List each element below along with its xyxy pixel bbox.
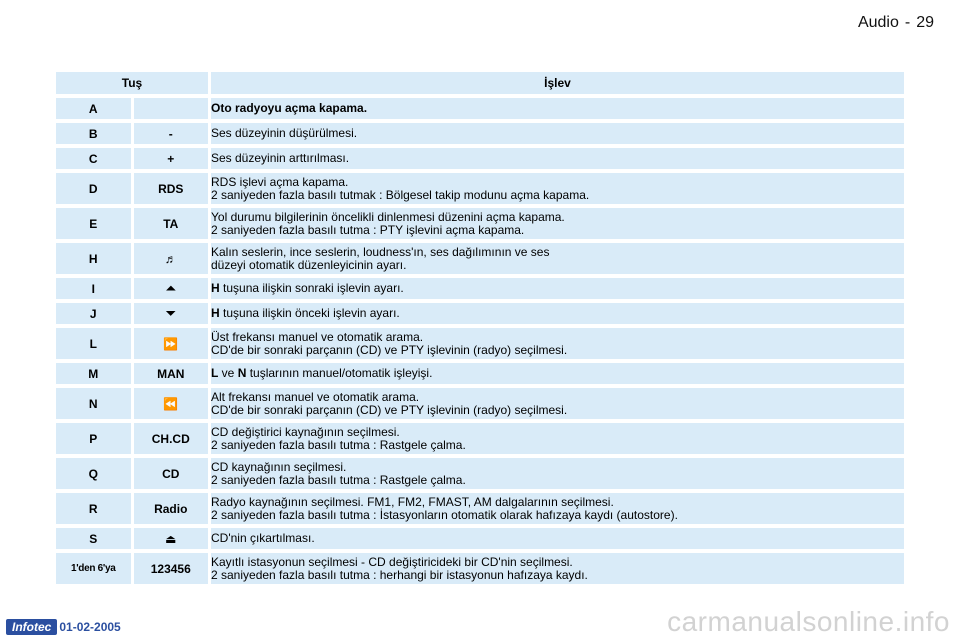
row-code: R [56, 493, 134, 524]
function-line [211, 224, 904, 237]
function-line [211, 367, 904, 380]
function-text: 2 saniyeden fazla basılı tutma : Rastgele çalma. [211, 472, 466, 487]
function-text: RDS işlevi açma kapama. [211, 174, 349, 189]
column-header-key: Tuş [56, 72, 211, 94]
table-row [56, 278, 904, 299]
function-text: Ses düzeyinin arttırılması. [211, 151, 350, 165]
table-row [56, 363, 904, 384]
row-code: I [56, 278, 134, 299]
function-text: 2 saniyeden fazla basılı tutma : PTY işlevini açma kapama. [211, 222, 525, 237]
row-code: S [56, 528, 134, 549]
function-text: 2 saniyeden fazla basılı tutma : herhangi bir istasyonun hafızaya kaydı. [211, 567, 588, 582]
function-line [211, 127, 904, 140]
table-row [56, 148, 904, 169]
brand-logo: Infotec [6, 619, 57, 635]
row-function [211, 458, 904, 489]
row-function [211, 528, 904, 549]
table-row [56, 388, 904, 419]
table-row [56, 493, 904, 524]
watermark: carmanualsonline.info [667, 606, 950, 637]
row-code: 1'den 6'ya [56, 553, 134, 584]
row-code: E [56, 208, 134, 239]
function-text: Ses düzeyinin düşürülmesi. [211, 126, 358, 140]
table-row [56, 328, 904, 359]
key-reference: H [211, 281, 220, 295]
table-row [56, 553, 904, 584]
key-reference: N [237, 366, 247, 380]
function-line [211, 439, 904, 452]
function-text: düzeyi otomatik düzenleyicinin ayarı. [211, 257, 407, 272]
row-code: D [56, 173, 134, 204]
table-row [56, 423, 904, 454]
row-key: + [134, 148, 212, 169]
key-reference: L [211, 366, 219, 380]
table-row [56, 208, 904, 239]
row-key: ⏶ [134, 278, 212, 299]
row-code: Q [56, 458, 134, 489]
function-text: CD'de bir sonraki parçanın (CD) ve PTY işlevinin (radyo) seçilmesi. [211, 402, 568, 417]
function-text: CD'nin çıkartılması. [211, 531, 315, 545]
row-function [211, 123, 904, 144]
table-row [56, 528, 904, 549]
key-reference: Oto radyoyu açma kapama. [211, 101, 368, 115]
footer-date: 01-02-2005 [59, 620, 121, 634]
row-key: ⏩ [134, 328, 212, 359]
function-text: Kayıtlı istasyonun seçilmesi - CD değiştiricideki bir CD'nin seçilmesi. [211, 554, 573, 569]
row-key: 123456 [134, 553, 212, 584]
row-key: CH.CD [134, 423, 212, 454]
row-function [211, 423, 904, 454]
row-key: ♬ [134, 243, 212, 274]
row-code: A [56, 98, 134, 119]
function-line [211, 259, 904, 272]
function-text: Üst frekansı manuel ve otomatik arama. [211, 329, 424, 344]
row-function [211, 328, 904, 359]
function-text: CD kaynağının seçilmesi. [211, 459, 347, 474]
table-row [56, 123, 904, 144]
row-key: - [134, 123, 212, 144]
row-key: RDS [134, 173, 212, 204]
page-header [858, 14, 934, 32]
footer [6, 619, 121, 635]
function-text: Kalın seslerin, ince seslerin, loudness'ın, ses dağılımının ve ses [211, 244, 550, 259]
row-function [211, 553, 904, 584]
function-line [211, 102, 904, 115]
function-line [211, 509, 904, 522]
function-line [211, 404, 904, 417]
function-text: CD'de bir sonraki parçanın (CD) ve PTY işlevinin (radyo) seçilmesi. [211, 342, 568, 357]
row-key: CD [134, 458, 212, 489]
table-row [56, 458, 904, 489]
row-function [211, 363, 904, 384]
function-line [211, 307, 904, 320]
row-code: M [56, 363, 134, 384]
table-row [56, 98, 904, 119]
function-line [211, 152, 904, 165]
column-header-function: İşlev [211, 72, 904, 94]
row-code: L [56, 328, 134, 359]
header-separator: - [904, 14, 911, 31]
key-function-table [56, 68, 904, 588]
function-text: tuşlarının manuel/otomatik işleyişi. [246, 366, 433, 380]
row-code: N [56, 388, 134, 419]
function-text: tuşuna ilişkin önceki işlevin ayarı. [219, 306, 400, 320]
function-line [211, 282, 904, 295]
table-row [56, 243, 904, 274]
function-line [211, 532, 904, 545]
row-code: C [56, 148, 134, 169]
table-header-row [56, 72, 904, 94]
row-function [211, 278, 904, 299]
table-row [56, 303, 904, 324]
function-text: Alt frekansı manuel ve otomatik arama. [211, 389, 420, 404]
row-function [211, 208, 904, 239]
table-row [56, 173, 904, 204]
row-key: TA [134, 208, 212, 239]
row-function [211, 243, 904, 274]
function-text: CD değiştirici kaynağının seçilmesi. [211, 424, 400, 439]
row-code: J [56, 303, 134, 324]
table-body [56, 98, 904, 584]
row-function [211, 173, 904, 204]
function-text: Radyo kaynağının seçilmesi. FM1, FM2, FMAST, AM dalgalarının seçilmesi. [211, 494, 614, 509]
row-function [211, 303, 904, 324]
function-text: 2 saniyeden fazla basılı tutmak : Bölgesel takip modunu açma kapama. [211, 187, 590, 202]
row-key: Radio [134, 493, 212, 524]
function-text: Yol durumu bilgilerinin öncelikli dinlenmesi düzenini açma kapama. [211, 209, 565, 224]
row-code: H [56, 243, 134, 274]
row-key: ⏷ [134, 303, 212, 324]
function-line [211, 344, 904, 357]
row-function [211, 493, 904, 524]
row-key: MAN [134, 363, 212, 384]
section-title: Audio [857, 14, 899, 31]
row-key [134, 98, 212, 119]
row-function [211, 148, 904, 169]
function-text: tuşuna ilişkin sonraki işlevin ayarı. [219, 281, 404, 295]
page-number: 29 [916, 14, 934, 31]
row-code: P [56, 423, 134, 454]
function-line [211, 189, 904, 202]
row-code: B [56, 123, 134, 144]
row-function [211, 98, 904, 119]
function-line [211, 569, 904, 582]
row-key: ⏏ [134, 528, 212, 549]
function-text: 2 saniyeden fazla basılı tutma : Rastgele çalma. [211, 437, 466, 452]
row-key: ⏪ [134, 388, 212, 419]
row-function [211, 388, 904, 419]
function-line [211, 474, 904, 487]
key-reference: H [211, 306, 220, 320]
function-text: ve [218, 366, 238, 380]
function-text: 2 saniyeden fazla basılı tutma : İstasyonların otomatik olarak hafızaya kaydı (autostore). [211, 507, 678, 522]
